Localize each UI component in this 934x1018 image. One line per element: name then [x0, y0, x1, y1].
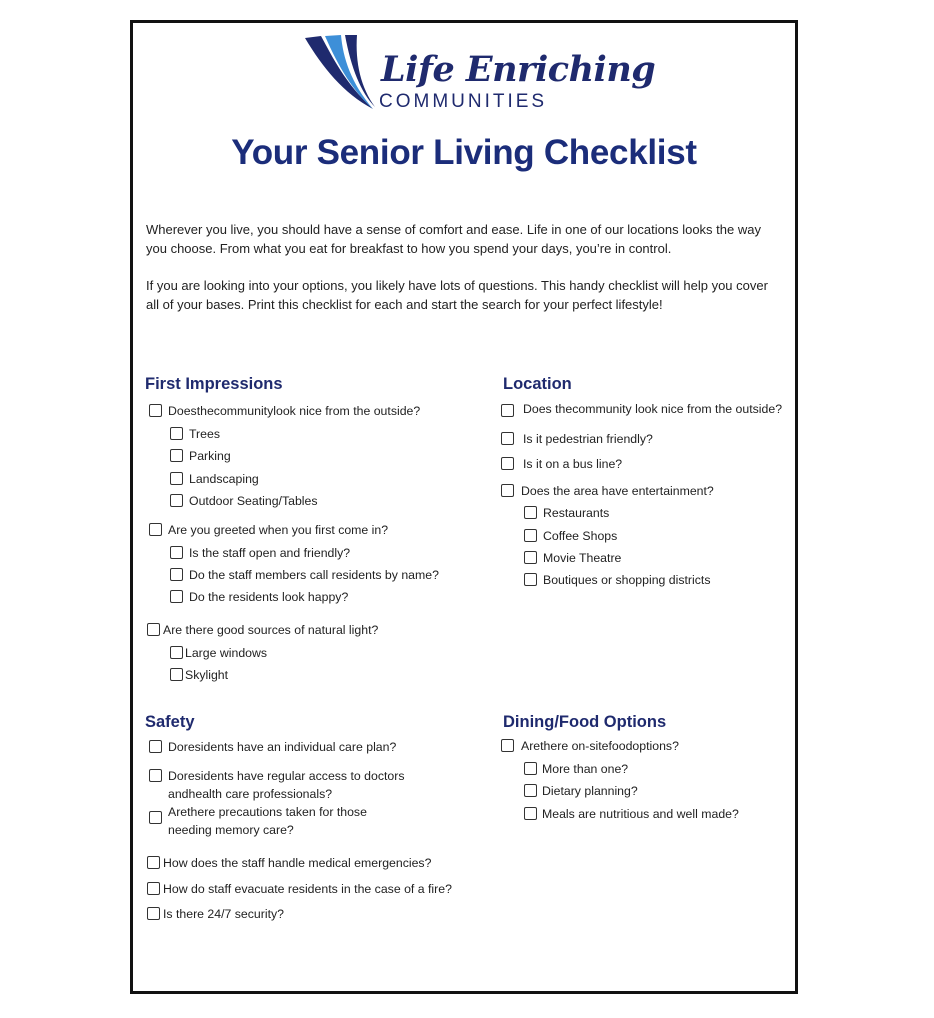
checklist-item[interactable]: Arethere on-sitefoodoptions? — [501, 737, 679, 755]
checkbox[interactable] — [149, 523, 162, 536]
checklist-item[interactable]: Boutiques or shopping districts — [524, 571, 710, 589]
checklist-item[interactable]: Landscaping — [170, 470, 259, 488]
checklist-item[interactable]: Does the area have entertainment? — [501, 482, 714, 500]
checklist-item[interactable]: Arethere precautions taken for those needing memory care? — [149, 803, 399, 839]
checkbox[interactable] — [524, 551, 537, 564]
checkbox[interactable] — [524, 506, 537, 519]
checkbox[interactable] — [501, 457, 514, 470]
checkbox[interactable] — [501, 739, 514, 752]
section-title-safety: Safety — [145, 713, 195, 731]
checklist-item[interactable]: Movie Theatre — [524, 549, 621, 567]
checklist-item[interactable]: Is the staff open and friendly? — [170, 544, 350, 562]
checklist-page — [130, 20, 798, 994]
checklist-item[interactable]: Restaurants — [524, 504, 609, 522]
checkbox[interactable] — [170, 427, 183, 440]
checkbox[interactable] — [147, 623, 160, 636]
checkbox[interactable] — [501, 404, 514, 417]
checklist-item[interactable]: More than one? — [524, 760, 628, 778]
checkbox[interactable] — [170, 472, 183, 485]
intro-paragraph: Wherever you live, you should have a sense of comfort and ease. Life in one of our locations looks the way you choose. From what you eat for breakfast to how you spend your days, you’re in control. — [146, 222, 761, 256]
logo-swoosh-icon — [303, 33, 383, 113]
checkbox[interactable] — [170, 668, 183, 681]
page-title: Your Senior Living Checklist — [231, 133, 697, 172]
logo-subtitle: COMMUNITIES — [379, 91, 548, 112]
checklist-item[interactable]: Doresidents have regular access to doctors andhealth care professionals? — [149, 767, 449, 803]
section-title-first-impressions: First Impressions — [145, 375, 283, 393]
checklist-item[interactable]: Skylight — [170, 666, 228, 684]
checklist-item[interactable]: How does the staff handle medical emergencies? — [147, 854, 431, 872]
logo — [303, 33, 656, 113]
checkbox[interactable] — [149, 811, 162, 824]
checklist-item[interactable]: Are you greeted when you first come in? — [149, 521, 388, 539]
checkbox[interactable] — [170, 590, 183, 603]
checkbox[interactable] — [524, 807, 537, 820]
checklist-item[interactable]: Large windows — [170, 644, 267, 662]
checklist-item[interactable]: Are there good sources of natural light? — [147, 621, 378, 639]
checklist-item[interactable]: Doresidents have an individual care plan? — [149, 738, 396, 756]
checkbox[interactable] — [149, 769, 162, 782]
intro-paragraph: If you are looking into your options, you likely have lots of questions. This handy checklist will help you cover all of your bases. Print this checklist for each and start the search for your perfect lifestyle! — [146, 278, 768, 312]
checklist-item[interactable]: Meals are nutritious and well made? — [524, 805, 739, 823]
checklist-item[interactable]: Is there 24/7 security? — [147, 905, 284, 923]
checkbox[interactable] — [501, 432, 514, 445]
checkbox[interactable] — [170, 646, 183, 659]
checkbox[interactable] — [147, 882, 160, 895]
checkbox[interactable] — [524, 784, 537, 797]
checkbox[interactable] — [501, 484, 514, 497]
checklist-item[interactable]: Do the residents look happy? — [170, 588, 348, 606]
section-title-dining: Dining/Food Options — [503, 713, 667, 731]
checklist-item[interactable]: Do the staff members call residents by name? — [170, 566, 439, 584]
checkbox[interactable] — [147, 907, 160, 920]
checkbox[interactable] — [147, 856, 160, 869]
checklist-item[interactable]: Outdoor Seating/Tables — [170, 492, 318, 510]
logo-wordmark: Life Enriching — [381, 49, 656, 90]
checklist-item[interactable]: How do staff evacuate residents in the case of a fire? — [147, 880, 452, 898]
checklist-item[interactable]: Dietary planning? — [524, 782, 638, 800]
checkbox[interactable] — [524, 529, 537, 542]
checklist-item[interactable]: Is it on a bus line? — [501, 455, 622, 473]
checklist-item[interactable]: Trees — [170, 425, 220, 443]
checklist-item[interactable]: Is it pedestrian friendly? — [501, 430, 653, 448]
checkbox[interactable] — [170, 546, 183, 559]
checkbox[interactable] — [170, 568, 183, 581]
checklist-item[interactable]: Coffee Shops — [524, 527, 617, 545]
checkbox[interactable] — [524, 573, 537, 586]
checkbox[interactable] — [524, 762, 537, 775]
checkbox[interactable] — [170, 494, 183, 507]
checklist-item[interactable]: Doesthecommunitylook nice from the outside? — [149, 402, 420, 420]
checklist-item[interactable]: Does thecommunity look nice from the outside? — [501, 400, 782, 418]
checkbox[interactable] — [149, 740, 162, 753]
checklist-item[interactable]: Parking — [170, 447, 231, 465]
section-title-location: Location — [503, 375, 572, 393]
checkbox[interactable] — [170, 449, 183, 462]
checkbox[interactable] — [149, 404, 162, 417]
